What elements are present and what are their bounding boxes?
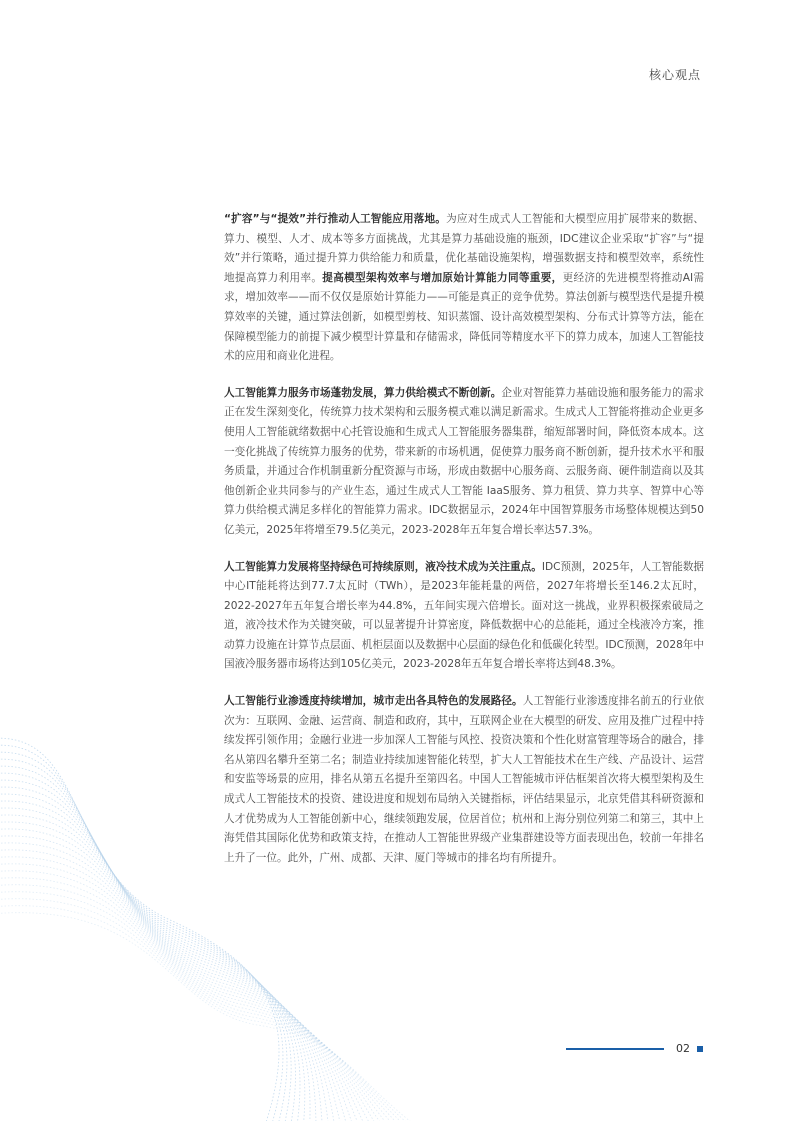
paragraph-emphasis: 提高模型架构效率与增加原始计算能力同等重要， [322,271,563,284]
paragraph-text: IDC预测，2025年，人工智能数据中心IT能耗将达到77.7太瓦时（TWh），是2023年能耗量的两倍，2027年将增长至146.2太瓦时，2022-2027年五年复合增长率为44.8%，五年间实现六倍增长。面对这一挑战，业界积极探索破局之道，液冷技术作为关键突破，可以显著提升计算密度，降低数据中心的总能耗，通过全栈液冷方案，推动算力设施在计算节点层面、机柜层面以及数据中心层面的绿色化和低碳化转型。IDC预测，2028年中国液冷服务器市场将达到105亿美元，2023-2028年五年复合增长率将达到48.3%。 [224,560,705,671]
paragraph-lead: 人工智能算力服务市场蓬勃发展，算力供给模式不断创新。 [224,386,502,399]
footer-square-marker [697,1046,703,1052]
paragraph-text: 企业对智能算力基础设施和服务能力的需求正在发生深刻变化，传统算力技术架构和云服务模式难以满足新需求。生成式人工智能将推动企业更多使用人工智能就绪数据中心托管设施和生成式人工智能服务器集群，缩短部署时间，降低资本成本。这一变化挑战了传统算力服务的优势，带来新的市场机遇，促使算力服务商不断创新，提升技术水平和服务质量，并通过合作机制重新分配资源与市场，形成由数据中心服务商、云服务商、硬件制造商以及其他创新企业共同参与的产业生态，通过生成式人工智能 IaaS服务、算力租赁、算力共享、智算中心等算力供给模式满足多样化的智能算力需求。IDC数据显示，2024年中国智算服务市场整体规模达到50亿美元，2025年将增至79.5亿美元，2023-2028年五年复合增长率达57.3%。 [224,386,704,536]
paragraph-expansion-efficiency [224,210,704,367]
footer-rule [566,1048,664,1050]
paragraph-lead: “扩容”与“提效”并行推动人工智能应用落地。 [224,213,447,225]
decorative-wave-line [0,899,420,1121]
decorative-wave-line [0,906,420,1121]
decorative-wave-line [0,913,420,1121]
decorative-wave-line [0,850,372,1121]
paragraph-compute-service-market [224,384,704,541]
main-content [224,210,704,885]
decorative-wave-line [0,878,400,1121]
section-title: 核心观点 [648,68,701,82]
decorative-wave-line [0,892,414,1121]
paragraph-industry-penetration [224,692,704,868]
decorative-wave-line [0,857,379,1121]
paragraph-lead: 人工智能行业渗透度持续增加，城市走出各具特色的发展路径。 [224,695,523,708]
paragraph-lead: 人工智能算力发展将坚持绿色可持续原则，液冷技术成为关注重点。 [224,560,542,573]
paragraph-green-liquid-cooling [224,558,704,676]
paragraph-text: 为应对生成式人工智能和大模型应用扩展带来的数据、算力、模型、人才、成本等多方面挑战，尤其是算力基础设施的瓶颈，IDC建议企业采取“扩容”与“提效”并行策略，通过提升算力供给能力和质量，优化基础设施架构，增强数据支持和模型效率，系统性地提高算力利用率。 [224,213,704,284]
page-number: 02 [676,1042,690,1055]
paragraph-text: 人工智能行业渗透度排名前五的行业依次为：互联网、金融、运营商、制造和政府，其中，互联网企业在大模型的研发、应用及推广过程中持续发挥引领作用；金融行业进一步加深人工智能与风控、投资决策和个性化财富管理等场合的融合，排名从第四名攀升至第二名；制造业持续加速智能化转型，扩大人工智能技术在生产线、产品设计、运营和安监等场景的应用，排名从第五名提升至第四名。中国人工智能城市评估框架首次将大模型架构及生成式人工智能技术的投资、建设进度和规划布局纳入关键指标，评估结果显示，北京凭借其科研资源和人才优势成为人工智能创新中心，继续领跑发展，位居首位；杭州和上海分别位列第二和第三，其中上海凭借其国际化优势和政策支持，在推动人工智能世界级产业集群建设等方面表现出色，较前一年排名上升了一位。此外，广州、成都、天津、厦门等城市的排名均有所提升。 [224,695,705,864]
paragraph-text: 更经济的先进模型将推动AI需求，增加效率——而不仅仅是原始计算能力——可能是真正的竞争优势。算法创新与模型迭代是提升模算效率的关键，通过算法创新，如模型剪枝、知识蒸馏、设计高效模型架构、分布式计算等方法，能在保障模型能力的前提下减少模型计算量和存储需求，降低同等精度水平下的算力成本，加速人工智能技术的应用和商业化进程。 [224,271,705,363]
